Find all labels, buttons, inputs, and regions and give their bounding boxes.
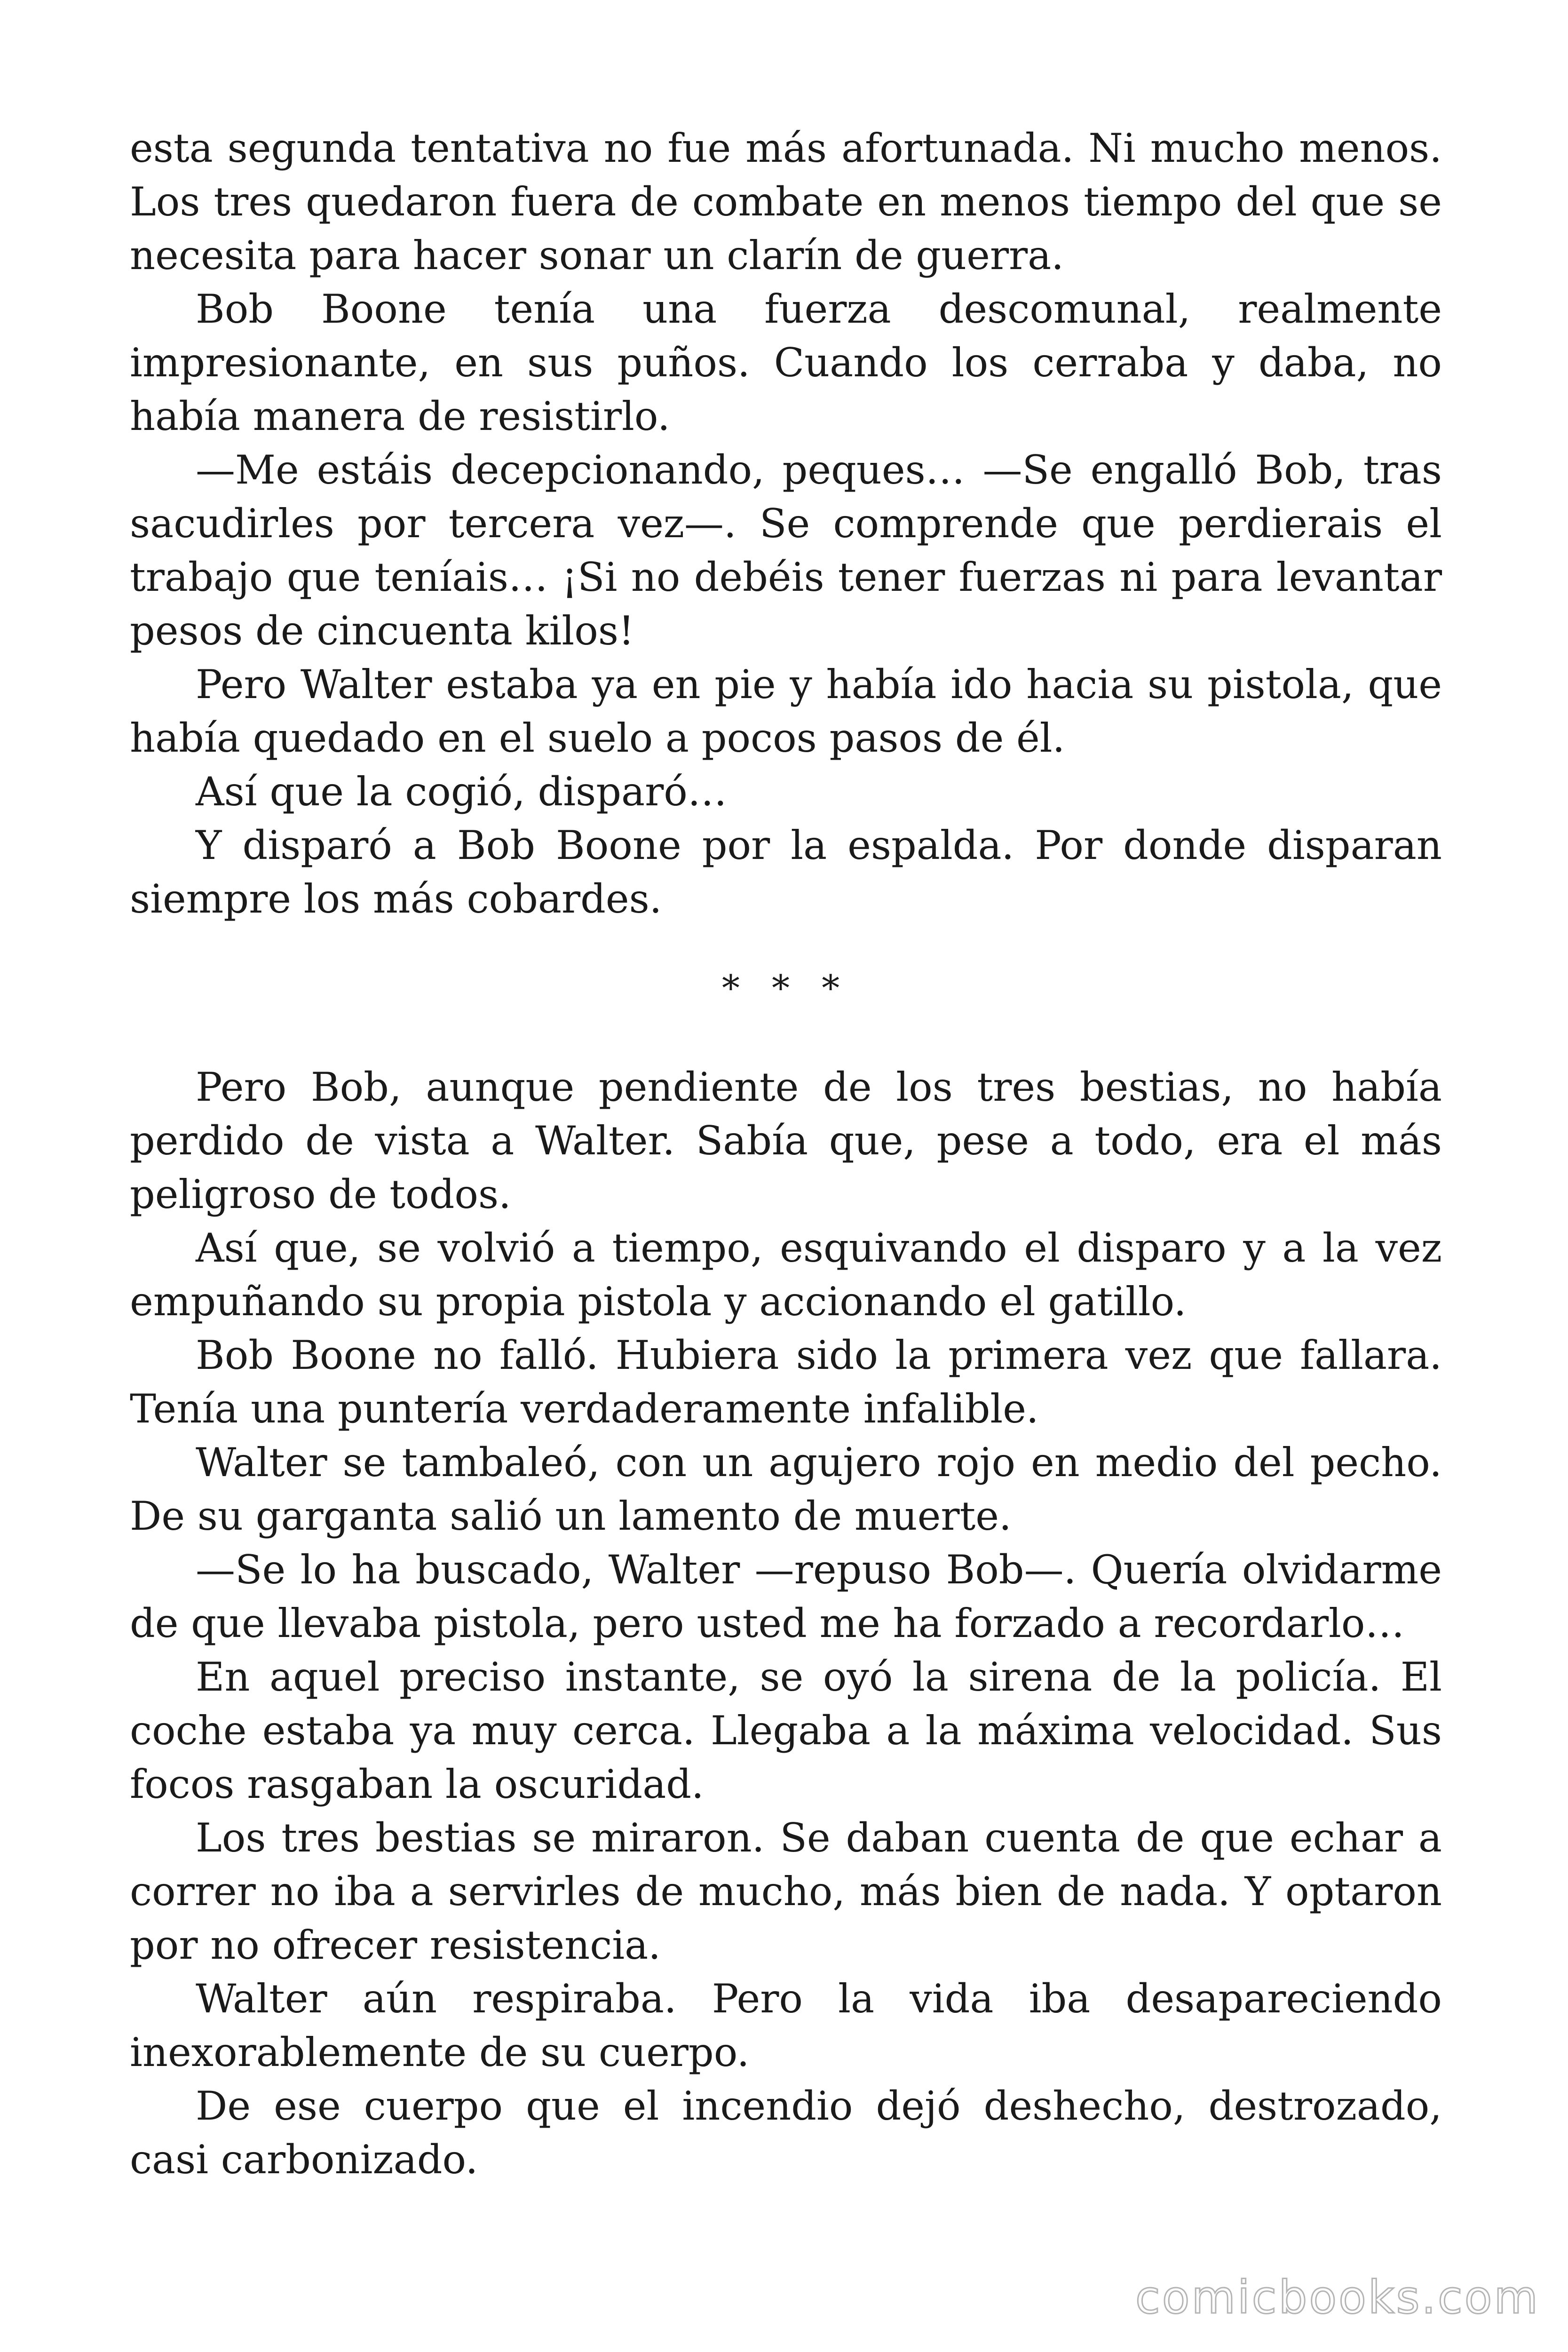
paragraph: Así que, se volvió a tiempo, esquivando el disparo y a la vez empuñando su propia pistola y accionando el gatillo. (130, 1225, 1442, 1325)
scene-break-asterisks: * * * (721, 967, 850, 1009)
paragraph: De ese cuerpo que el incendio dejó deshecho, destrozado, casi carbonizado. (130, 2083, 1442, 2183)
paragraph: —Me estáis decepcionando, peques… —Se engalló Bob, tras sacudirles por tercera vez—. Se comprende que perdierais el trabajo que teníais… ¡Si no debéis tener fuerzas ni para levantar pesos de cincuenta kilos! (130, 447, 1442, 654)
paragraph: Walter se tambaleó, con un agujero rojo en medio del pecho. De su garganta salió un lamento de muerte. (130, 1439, 1442, 1539)
paragraph: Bob Boone tenía una fuerza descomunal, realmente impresionante, en sus puños. Cuando los cerraba y daba, no había manera de resistirlo. (130, 286, 1442, 439)
paragraph: Los tres bestias se miraron. Se daban cuenta de que echar a correr no iba a servirles de mucho, más bien de nada. Y optaron por no ofrecer resistencia. (130, 1815, 1442, 1968)
watermark: comicbooks.com (1135, 2271, 1540, 2324)
paragraph: Pero Bob, aunque pendiente de los tres bestias, no había perdido de vista a Walter. Sabía que, pese a todo, era el más peligroso de todos. (130, 1064, 1442, 1217)
paragraph: Bob Boone no falló. Hubiera sido la primera vez que fallara. Tenía una puntería verdaderamente infalible. (130, 1332, 1442, 1432)
paragraph: esta segunda tentativa no fue más afortunada. Ni mucho menos. Los tres quedaron fuera de combate en menos tiempo del que se necesita para hacer sonar un clarín de guerra. (130, 125, 1442, 278)
paragraph: En aquel preciso instante, se oyó la sirena de la policía. El coche estaba ya muy cerca. Llegaba a la máxima velocidad. Sus focos rasgaban la oscuridad. (130, 1654, 1442, 1807)
paragraph: Y disparó a Bob Boone por la espalda. Por donde disparan siempre los más cobardes. (130, 822, 1442, 922)
paragraph: —Se lo ha buscado, Walter —repuso Bob—. Quería olvidarme de que llevaba pistola, pero usted me ha forzado a recordarlo… (130, 1547, 1442, 1646)
paragraph: Walter aún respiraba. Pero la vida iba desapareciendo inexorablemente de su cuerpo. (130, 1976, 1442, 2075)
paragraph: Pero Walter estaba ya en pie y había ido hacia su pistola, que había quedado en el suelo a pocos pasos de él. (130, 661, 1442, 761)
paragraph: Así que la cogió, disparó… (196, 769, 727, 815)
book-page (130, 121, 1442, 2186)
